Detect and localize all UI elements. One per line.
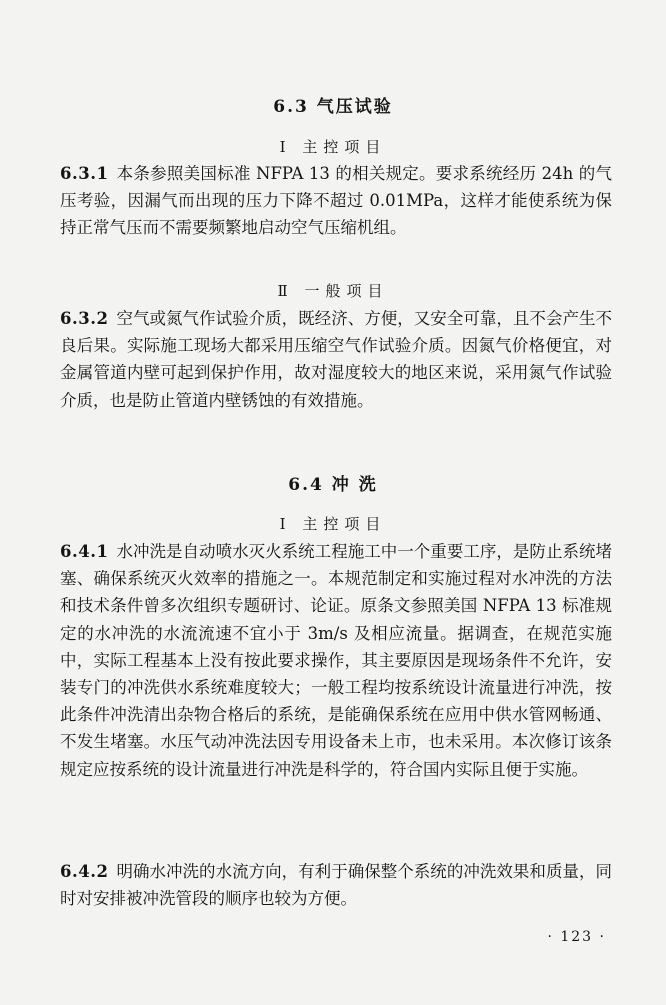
clause-text: 本条参照美国标准 NFPA 13 的相关规定。要求系统经历 24h 的气压考验，因漏气而出现的压力下降不超过 0.01MPa，这样才能使系统为保持正常气压而不需要频繁地启动空气压缩机组。	[60, 164, 612, 238]
clause-number: 6.4.1	[60, 542, 109, 561]
clause-number: 6.4.2	[60, 862, 109, 881]
section-6-4-title: 6.4 冲 洗	[288, 475, 378, 495]
section-6-3-subheading-main: Ⅰ 主控项目	[279, 138, 387, 156]
clause-6-3-1	[60, 160, 612, 242]
clause-text: 水冲洗是自动喷水灭火系统工程施工中一个重要工序，是防止系统堵塞、确保系统灭火效率的措施之一。本规范制定和实施过程对水冲洗的方法和技术条件曾多次组织专题研讨、论证。原条文参照美国 NFPA 13 标准规定的水冲洗的水流流速不宜小于 3m/s 及相应流量。据调查，在规范实施中，实际工程基本上没有按此要求操作，其主要原因是现场条件不允许，安装专门的冲洗供水系统难度较大；一般工程均按系统设计流量进行冲洗，按此条件冲洗清出杂物合格后的系统，是能确保系统在应用中供水管网畅通、不发生堵塞。水压气动冲洗法因专用设备未上市，也未采用。本次修订该条规定应按系统的设计流量进行冲洗是科学的，符合国内实际且便于实施。	[60, 542, 612, 779]
clause-text: 空气或氮气作试验介质，既经济、方便，又安全可靠，且不会产生不良后果。实际施工现场大都采用压缩空气作试验介质。因氮气价格便宜，对金属管道内壁可起到保护作用，故对湿度较大的地区来说，采用氮气作试验介质，也是防止管道内壁锈蚀的有效措施。	[60, 309, 612, 410]
clause-number: 6.3.1	[60, 164, 109, 183]
clause-number: 6.3.2	[60, 309, 109, 328]
clause-6-4-2	[60, 858, 612, 912]
clause-6-4-1	[60, 538, 612, 783]
section-6-3-subheading-general: Ⅱ 一般项目	[277, 282, 389, 300]
clause-6-3-2	[60, 305, 612, 414]
section-6-3-title: 6.3 气压试验	[273, 97, 393, 117]
clause-text: 明确水冲洗的水流方向，有利于确保整个系统的冲洗效果和质量，同时对安排被冲洗管段的顺序也较为方便。	[60, 862, 612, 909]
section-6-4-subheading-main: Ⅰ 主控项目	[279, 515, 387, 533]
page-number: · 123 ·	[547, 929, 606, 945]
